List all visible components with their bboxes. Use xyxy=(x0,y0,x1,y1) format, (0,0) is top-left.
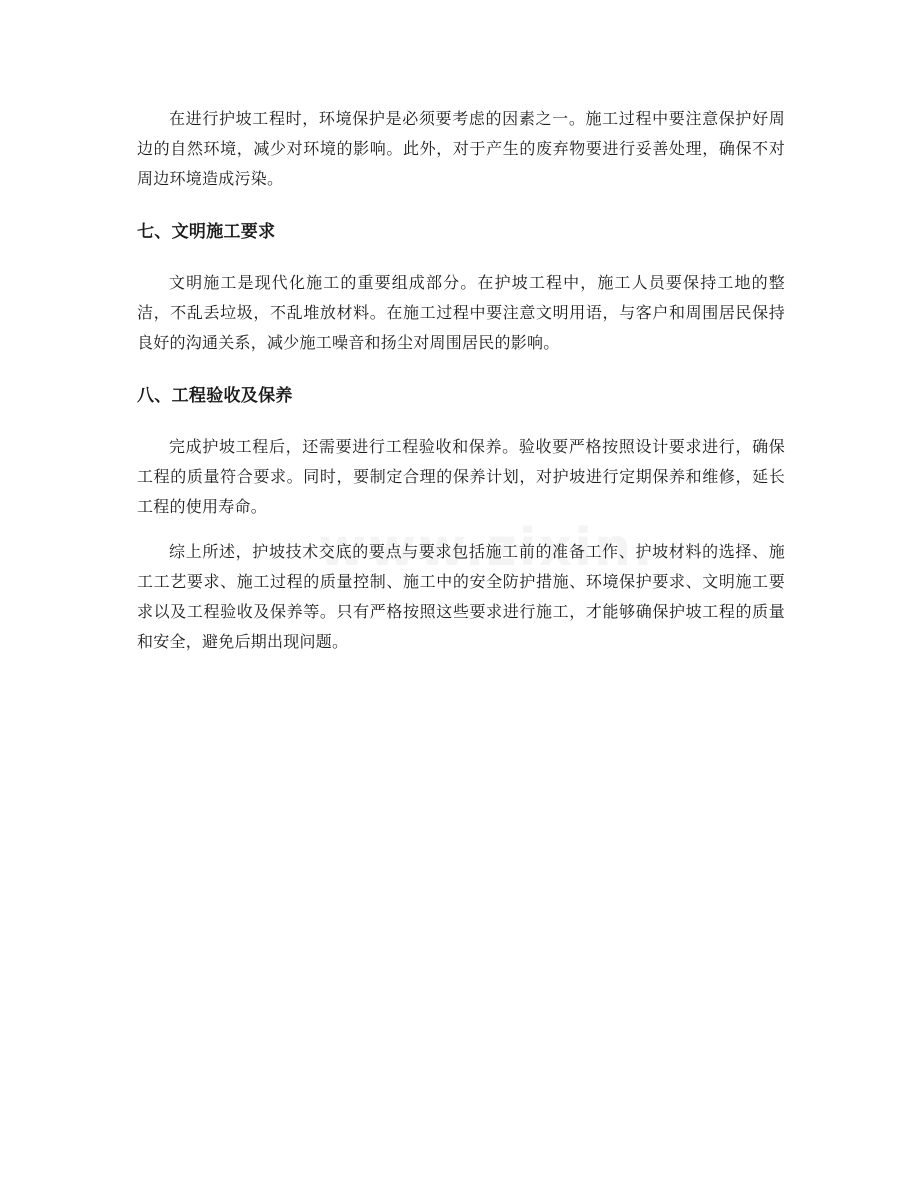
document-body xyxy=(137,104,785,657)
spacer xyxy=(137,247,785,268)
paragraph-environment: 在进行护坡工程时，环境保护是必须要考虑的因素之一。施工过程中要注意保护好周边的自然环境，减少对环境的影响。此外，对于产生的废弃物要进行妥善处理，确保不对周边环境造成污染。 xyxy=(137,109,785,188)
spacer xyxy=(137,194,785,217)
spacer xyxy=(137,522,785,537)
spacer xyxy=(137,411,785,432)
spacer xyxy=(137,358,785,381)
heading-section-7: 七、文明施工要求 xyxy=(137,222,276,242)
heading-section-8: 八、工程验收及保养 xyxy=(137,386,293,406)
paragraph-summary: 综上所述，护坡技术交底的要点与要求包括施工前的准备工作、护坡材料的选择、施工工艺要求、施工过程的质量控制、施工中的安全防护措施、环境保护要求、文明施工要求以及工程验收及保养等。只有严格按照这些要求进行施工，才能够确保护坡工程的质量和安全，避免后期出现问题。 xyxy=(137,542,785,651)
paragraph-civilized-construction: 文明施工是现代化施工的重要组成部分。在护坡工程中，施工人员要保持工地的整洁，不乱丢垃圾，不乱堆放材料。在施工过程中要注意文明用语，与客户和周围居民保持良好的沟通关系，减少施工噪音和扬尘对周围居民的影响。 xyxy=(137,273,785,352)
paragraph-acceptance-maintenance: 完成护坡工程后，还需要进行工程验收和保养。验收要严格按照设计要求进行，确保工程的质量符合要求。同时，要制定合理的保养计划，对护坡进行定期保养和维修，延长工程的使用寿命。 xyxy=(137,437,785,516)
